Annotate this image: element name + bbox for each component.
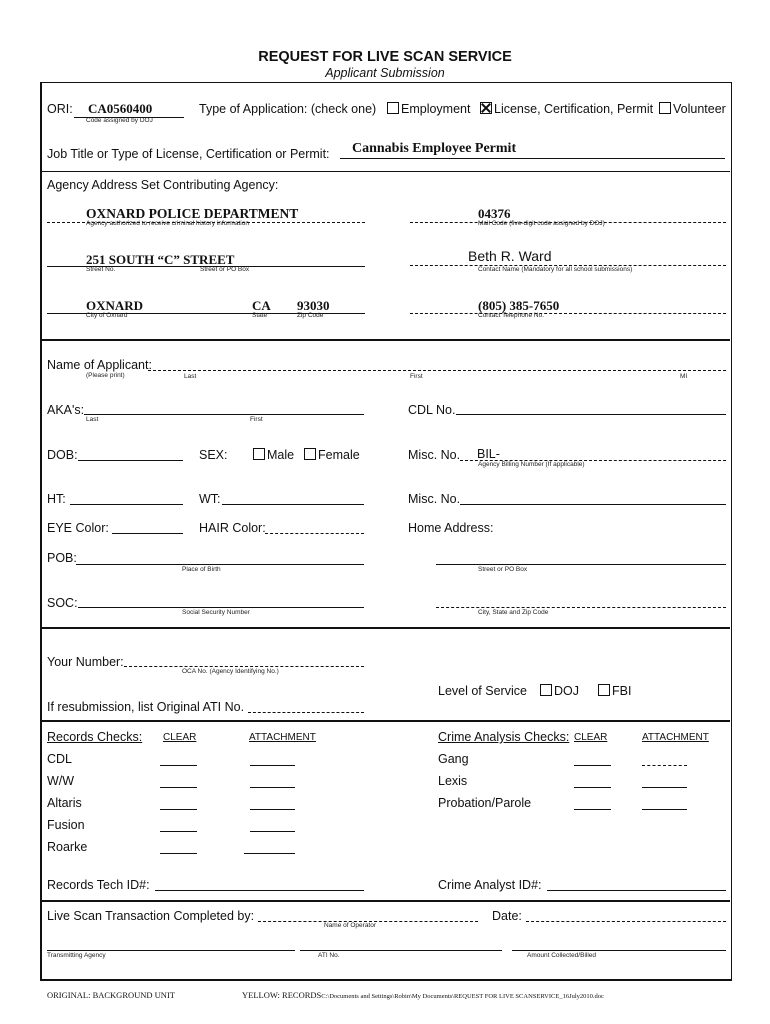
your-number-label: Your Number:	[47, 655, 124, 669]
ori-label: ORI:	[47, 102, 73, 116]
resubmission-label: If resubmission, list Original ATI No.	[47, 700, 245, 714]
agency-heading: Agency Address Set Contributing Agency:	[47, 178, 279, 192]
records-item-roarke: Roarke	[47, 840, 88, 854]
aka-last-sub: Last	[86, 416, 99, 423]
divider-applicant	[40, 339, 730, 341]
crime-lexis-attach[interactable]	[642, 787, 687, 788]
sex-female-label: Female	[318, 448, 360, 462]
crime-gang-clear[interactable]	[574, 765, 611, 766]
records-attachment-header: ATTACHMENT	[249, 732, 316, 743]
footer-yellow	[242, 990, 604, 1000]
employment-label: Employment	[401, 102, 471, 116]
contact-name-sub: Contact Name (Mandatory for all school submissions)	[478, 266, 633, 273]
misc2-label: Misc. No.	[408, 492, 461, 506]
volunteer-label: Volunteer	[673, 102, 726, 116]
amount-underline[interactable]	[512, 950, 726, 951]
license-label: License, Certification, Permit	[494, 102, 654, 116]
ati-no-sub: ATI No.	[318, 952, 340, 959]
divider-agency	[40, 171, 730, 172]
records-altaris-clear[interactable]	[160, 809, 197, 810]
soc-label: SOC:	[47, 596, 78, 610]
contact-phone-sub: Contact Telephone No.	[478, 312, 545, 319]
eye-color-underline	[112, 533, 183, 534]
your-number-underline	[124, 666, 364, 667]
agency-name[interactable]: OXNARD POLICE DEPARTMENT	[86, 206, 299, 221]
agency-city-sub: City of Oxnard	[86, 312, 128, 319]
records-item-fusion: Fusion	[47, 818, 85, 832]
ori-sub: Code assigned by DOJ	[86, 117, 153, 124]
crime-item-gang: Gang	[438, 752, 469, 766]
soc-underline	[78, 607, 364, 608]
footer-original: ORIGINAL: BACKGROUND UNIT	[47, 990, 175, 1000]
sex-male-checkbox[interactable]	[253, 448, 294, 462]
ht-label: HT:	[47, 492, 66, 506]
applicant-last-sub: Last	[184, 373, 197, 380]
applicant-mi-sub: MI	[680, 373, 688, 380]
records-tech-id-underline[interactable]	[155, 890, 364, 891]
home-address-label: Home Address:	[408, 521, 494, 535]
cdl-label: CDL No.	[408, 403, 456, 417]
records-fusion-attach[interactable]	[250, 831, 295, 832]
aka-label: AKA's:	[47, 403, 85, 417]
agency-city[interactable]: OXNARD	[86, 298, 144, 313]
job-label: Job Title or Type of License, Certification or Permit:	[47, 147, 330, 161]
wt-underline	[222, 504, 364, 505]
oca-sub: OCA No. (Agency Identifying No.)	[182, 668, 279, 675]
divider-checks	[40, 720, 730, 722]
misc1-label: Misc. No.	[408, 448, 461, 462]
misc1-value[interactable]: BIL-	[477, 447, 500, 461]
records-cdl-attach[interactable]	[250, 765, 295, 766]
soc-sub: Social Security Number	[182, 609, 250, 616]
eye-color-label: EYE Color:	[47, 521, 109, 535]
sex-male-label: Male	[267, 448, 295, 462]
crime-item-lexis: Lexis	[438, 774, 468, 788]
agency-street[interactable]: 251 SOUTH “C” STREET	[86, 252, 235, 267]
crime-analyst-id-label: Crime Analyst ID#:	[438, 878, 542, 892]
home-street-sub: Street or PO Box	[478, 566, 528, 573]
mail-code-sub: Mail Code (five-digit code assigned by DOJ)	[478, 220, 605, 227]
records-item-cdl: CDL	[47, 752, 73, 766]
hair-color-label: HAIR Color:	[199, 521, 266, 535]
footer-file-path: C:\Documents and Settings\Robin\My Documents\REQUEST FOR LIVE SCANSERVICE_16July2010.doc	[321, 993, 604, 1000]
sex-label: SEX:	[199, 448, 228, 462]
license-checkbox[interactable]	[480, 102, 653, 116]
records-ww-attach[interactable]	[250, 787, 295, 788]
applicant-name-sub: (Please print)	[86, 372, 125, 379]
records-checks-heading: Records Checks:	[47, 730, 143, 744]
agency-street-sub1: Street No.	[86, 266, 116, 273]
dob-label: DOB:	[47, 448, 78, 462]
divider-numbers	[40, 627, 730, 629]
agency-state[interactable]: CA	[252, 298, 271, 313]
checkbox-icon[interactable]	[253, 448, 265, 460]
volunteer-checkbox[interactable]	[659, 102, 726, 116]
records-fusion-clear[interactable]	[160, 831, 197, 832]
pob-sub: Place of Birth	[182, 566, 221, 573]
records-tech-id-label: Records Tech ID#:	[47, 878, 150, 892]
records-cdl-clear[interactable]	[160, 765, 197, 766]
contact-phone-underline	[410, 313, 726, 314]
crime-checks-heading: Crime Analysis Checks:	[438, 730, 570, 744]
pob-label: POB:	[47, 551, 77, 565]
misc1-sub: Agency Billing Number (If applicable)	[478, 461, 585, 468]
agency-zip-sub: Zip Code	[297, 312, 324, 319]
home-city-underline	[436, 607, 726, 608]
records-item-altaris: Altaris	[47, 796, 82, 810]
ht-underline	[70, 504, 183, 505]
livescan-completed-label: Live Scan Transaction Completed by:	[47, 909, 255, 923]
crime-gang-attach[interactable]	[642, 765, 687, 766]
crime-attachment-header: ATTACHMENT	[642, 732, 709, 743]
level-fbi-checkbox[interactable]	[598, 684, 631, 698]
level-fbi-label: FBI	[612, 684, 632, 698]
misc2-underline	[460, 504, 726, 505]
records-clear-header: CLEAR	[163, 732, 197, 743]
level-of-service-label: Level of Service	[438, 684, 527, 698]
amount-sub: Amount Collected/Billed	[527, 952, 597, 959]
transmitting-agency-underline[interactable]	[47, 950, 295, 951]
sex-female-checkbox[interactable]	[304, 448, 360, 462]
applicant-first-sub: First	[410, 373, 423, 380]
ati-no-underline[interactable]	[300, 950, 502, 951]
job-value[interactable]: Cannabis Employee Permit	[352, 141, 517, 156]
records-roarke-clear[interactable]	[160, 853, 197, 854]
agency-zip[interactable]: 93030	[297, 298, 330, 313]
checkbox-icon[interactable]	[387, 102, 399, 114]
contact-phone[interactable]: (805) 385-7650	[478, 298, 560, 313]
records-altaris-attach[interactable]	[250, 809, 295, 810]
agency-name-sub: Agency authorized to receive criminal history information	[86, 220, 249, 227]
divider-livescan	[40, 900, 730, 902]
operator-sub: Name of Operator	[324, 922, 377, 929]
form-title: REQUEST FOR LIVE SCAN SERVICE	[258, 49, 512, 65]
date-underline[interactable]	[526, 921, 726, 922]
level-doj-checkbox[interactable]	[540, 684, 579, 698]
ori-value[interactable]: CA0560400	[88, 101, 153, 116]
mail-code[interactable]: 04376	[478, 206, 511, 221]
checked-box-icon[interactable]	[480, 102, 492, 114]
crime-clear-header: CLEAR	[574, 732, 608, 743]
form-subtitle: Applicant Submission	[325, 66, 445, 80]
crime-probation-attach[interactable]	[642, 809, 687, 810]
pob-underline	[76, 564, 364, 565]
cdl-underline	[456, 414, 726, 415]
records-ww-clear[interactable]	[160, 787, 197, 788]
checkbox-icon[interactable]	[304, 448, 316, 460]
applicant-name-label: Name of Applicant:	[47, 358, 152, 372]
resubmission-underline	[248, 712, 364, 713]
aka-underline	[84, 414, 364, 415]
application-type-label: Type of Application: (check one)	[199, 102, 377, 116]
checkbox-icon[interactable]	[659, 102, 671, 114]
aka-first-sub: First	[250, 416, 263, 423]
contact-name[interactable]: Beth R. Ward	[468, 248, 552, 264]
level-doj-label: DOJ	[554, 684, 579, 698]
applicant-name-underline	[148, 370, 726, 371]
date-label: Date:	[492, 909, 522, 923]
crime-item-probation: Probation/Parole	[438, 796, 532, 810]
records-roarke-attach[interactable]	[244, 853, 295, 854]
dob-underline	[78, 460, 183, 461]
employment-checkbox[interactable]	[387, 102, 470, 116]
agency-street-sub2: Street or PO Box	[200, 266, 250, 273]
checkbox-icon[interactable]	[540, 684, 552, 696]
checkbox-icon[interactable]	[598, 684, 610, 696]
crime-lexis-clear[interactable]	[574, 787, 611, 788]
crime-probation-clear[interactable]	[574, 809, 611, 810]
home-city-sub: City, State and Zip Code	[478, 609, 549, 616]
crime-analyst-id-underline[interactable]	[547, 890, 726, 891]
wt-label: WT:	[199, 492, 221, 506]
hair-color-underline	[265, 533, 364, 534]
footer-yellow-label: YELLOW: RECORDS	[242, 990, 322, 1000]
transmitting-agency-sub: Transmitting Agency	[47, 952, 106, 959]
agency-state-sub: State	[252, 312, 268, 319]
home-street-underline	[436, 564, 726, 565]
records-item-ww: W/W	[47, 774, 75, 788]
job-underline	[340, 158, 725, 159]
